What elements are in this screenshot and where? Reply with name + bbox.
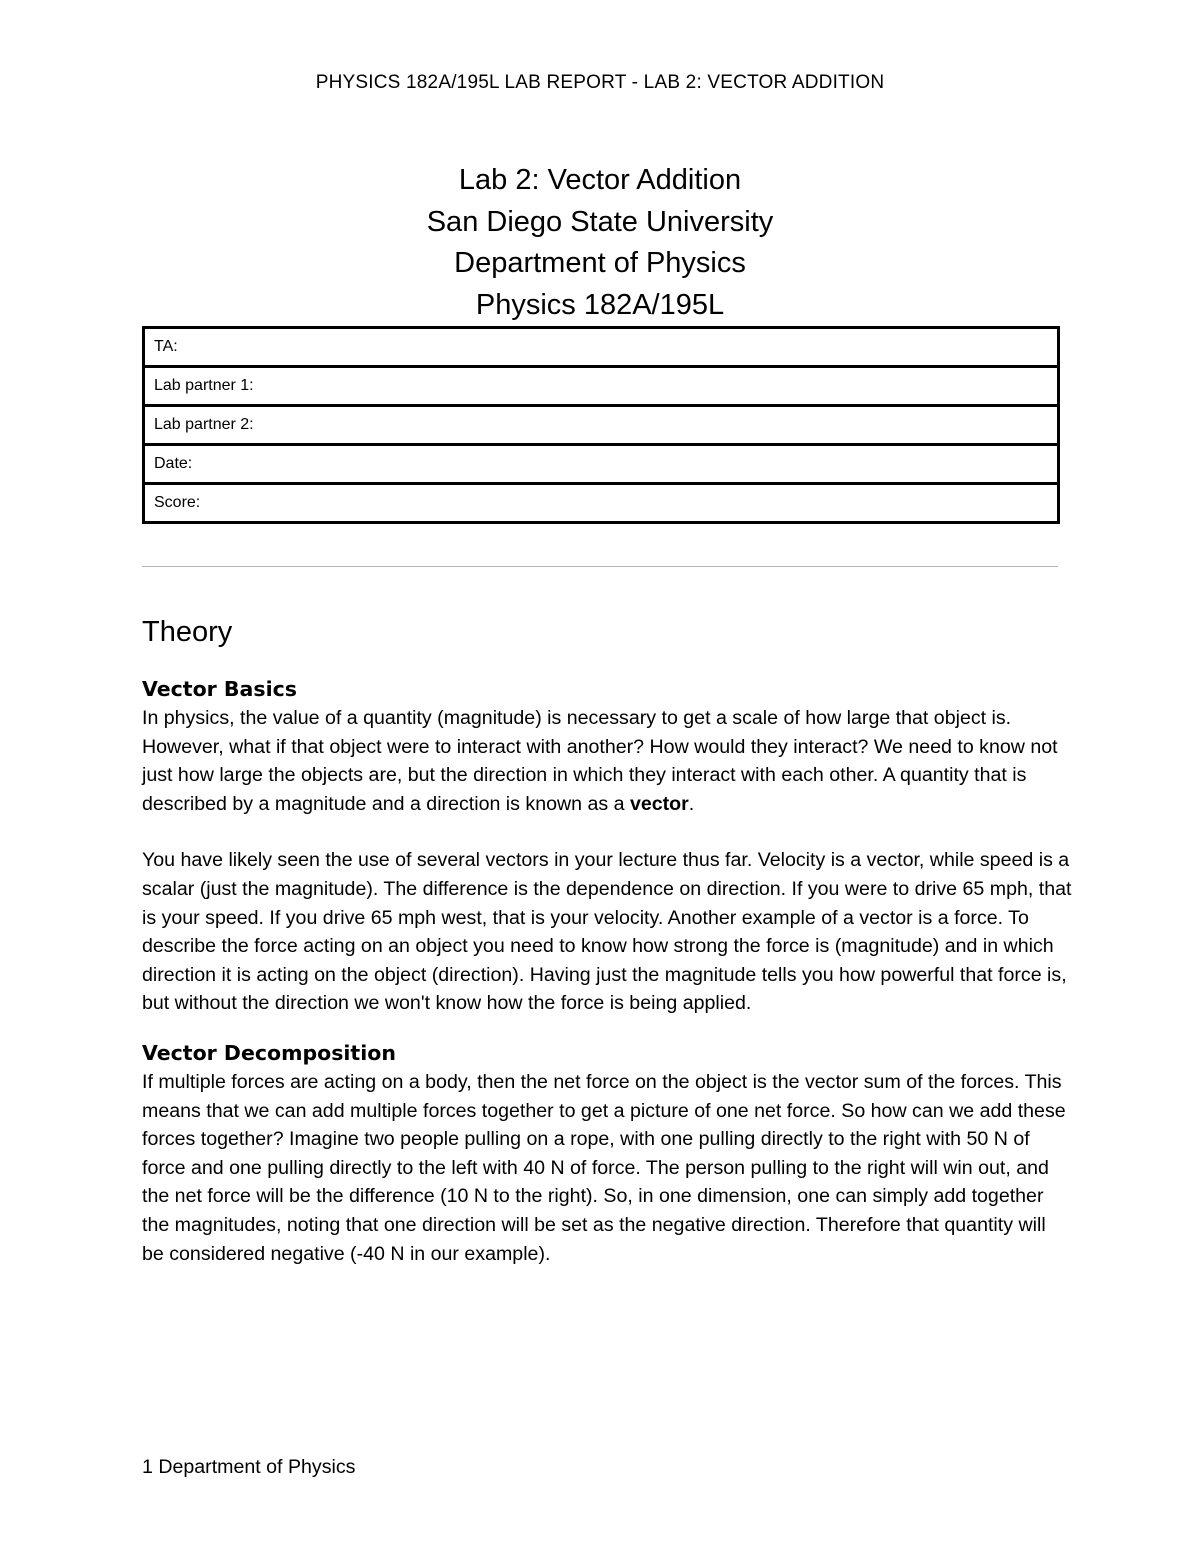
paragraph-gap bbox=[142, 818, 1072, 846]
title-block bbox=[0, 160, 1200, 326]
lab-title: Lab 2: Vector Addition bbox=[458, 164, 742, 196]
vector-basics-paragraph-1 bbox=[142, 704, 1072, 818]
table-row bbox=[144, 367, 1059, 406]
table-row bbox=[144, 328, 1059, 367]
department-name: Department of Physics bbox=[454, 247, 746, 279]
ta-field[interactable]: TA: bbox=[144, 328, 1059, 367]
vector-basics-p1-end: . bbox=[688, 792, 695, 815]
section-gap bbox=[142, 1018, 1072, 1038]
vector-term: vector bbox=[629, 792, 689, 815]
vector-basics-p1-text: In physics, the value of a quantity (magnitude) is necessary to get a scale of how large that object is. However, what if that object were to interact with another? How would they interact? We need to know not just how large the objects are, but the direction in which they interact with each other. A quantity that is described by a magnitude and a direction is known as a bbox=[142, 707, 1058, 815]
score-field[interactable]: Score: bbox=[144, 484, 1059, 523]
vector-decomposition-paragraph-1: If multiple forces are acting on a body, then the net force on the object is the vector sum of the forces. This means that we can add multiple forces together to get a picture of one net force. So how can we add these forces together? Imagine two people pulling on a rope, with one pulling directly to the right with 50 N of force and one pulling directly to the left with 40 N of force. The person pulling to the right will win out, and the net force will be the difference (10 N to the right). So, in one dimension, one can simply add together the magnitudes, noting that one direction will be set as the negative direction. Therefore that quantity will be considered negative (-40 N in our example). bbox=[142, 1070, 1066, 1265]
table-row bbox=[144, 484, 1059, 523]
page-footer: 1 Department of Physics bbox=[142, 1456, 356, 1478]
running-header: PHYSICS 182A/195L LAB REPORT - LAB 2: VECTOR ADDITION bbox=[315, 72, 885, 93]
table-row bbox=[144, 406, 1059, 445]
vector-basics-heading: Vector Basics bbox=[142, 677, 297, 701]
course-name: Physics 182A/195L bbox=[475, 288, 725, 321]
theory-section bbox=[142, 612, 1072, 1268]
theory-heading: Theory bbox=[142, 616, 233, 648]
vector-basics-paragraph-2: You have likely seen the use of several vectors in your lecture thus far. Velocity is a vector, while speed is a scalar (just the magnitude). The difference is the dependence on direction. If you were to drive 65 mph, that is your speed. If you drive 65 mph west, that is your velocity. Another example of a vector is a force. To describe the force acting on an object you need to know how strong the force is (magnitude) and in which direction it is acting on the object (direction). Having just the magnitude tells you how powerful that force is, but without the direction we won't know how the force is being applied. bbox=[142, 849, 1072, 1015]
table-row bbox=[144, 445, 1059, 484]
vector-decomposition-heading: Vector Decomposition bbox=[142, 1040, 396, 1065]
university-name: San Diego State University bbox=[426, 205, 774, 238]
lab-info-table bbox=[142, 326, 1060, 524]
date-field[interactable]: Date: bbox=[144, 445, 1059, 484]
lab-partner-1-field[interactable]: Lab partner 1: bbox=[144, 367, 1059, 406]
section-divider bbox=[142, 566, 1058, 567]
lab-partner-2-field[interactable]: Lab partner 2: bbox=[144, 406, 1059, 445]
